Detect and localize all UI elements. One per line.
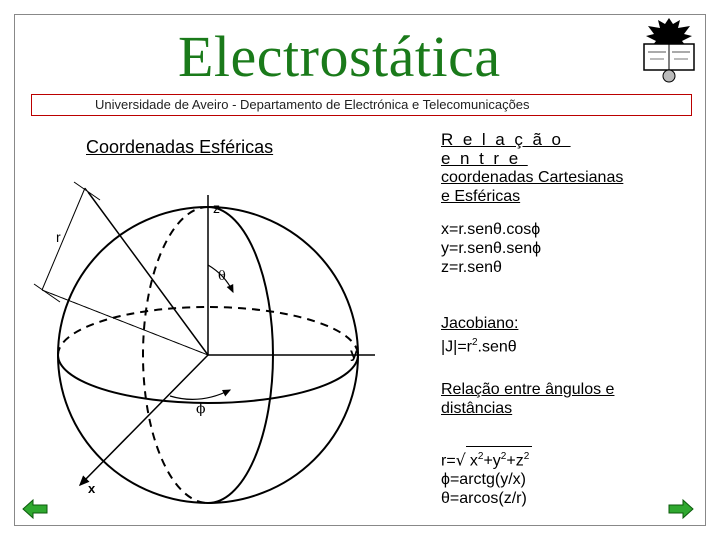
x-axis-label: x <box>88 481 96 496</box>
relation-heading-line2: coordenadas Cartesianas <box>441 169 624 186</box>
relation-angles-heading: Relação entre ângulos e distâncias <box>441 381 615 417</box>
meridian-back <box>143 207 208 503</box>
phi-label: ϕ <box>196 401 206 417</box>
page-title: Electrostática <box>178 24 501 89</box>
arrow-left-icon <box>23 500 47 518</box>
spherical-coordinates-diagram <box>30 180 430 510</box>
university-logo <box>638 14 700 84</box>
relation-heading <box>441 130 666 206</box>
phi-formula: ϕ=arctg(y/x) <box>441 471 526 489</box>
equation-y: y=r.senθ.senϕ <box>441 240 542 257</box>
equator-front <box>58 355 358 403</box>
equation-z: z=r.senθ <box>441 259 502 276</box>
jacobian-title: Jacobiano: <box>441 315 519 332</box>
r-label: r <box>56 229 61 245</box>
z-axis-label: z <box>213 200 220 216</box>
radius-vector <box>88 192 208 355</box>
theta-label: θ <box>218 269 226 284</box>
relation-heading-line3: e Esféricas <box>441 188 521 205</box>
institution-banner: Universidade de Aveiro - Departamento de Electrónica e Telecomunicações <box>31 94 692 116</box>
equation-x: x=r.senθ.cosϕ <box>441 221 541 238</box>
inverse-formulas <box>441 446 532 508</box>
x-axis <box>80 355 208 485</box>
arrow-right-icon <box>669 500 693 518</box>
relation-heading-line1: Relação entre <box>441 130 571 168</box>
conversion-equations <box>441 220 541 277</box>
y-axis-label: y <box>350 345 358 361</box>
r-formula: r=√ $x^2+y^2+z^2$ <box>441 446 532 470</box>
prev-slide-button[interactable] <box>22 498 48 520</box>
phi-arc <box>170 390 230 399</box>
r-dimension-line <box>42 188 85 290</box>
jacobian-formula: $|J|=r^2.sen\theta$ <box>441 337 517 356</box>
r-tick-bottom <box>34 284 60 302</box>
jacobian-block <box>441 314 518 356</box>
next-slide-button[interactable] <box>668 498 694 520</box>
section-heading-spherical: Coordenadas Esféricas <box>86 137 274 157</box>
theta-formula: θ=arcos(z/r) <box>441 490 527 508</box>
